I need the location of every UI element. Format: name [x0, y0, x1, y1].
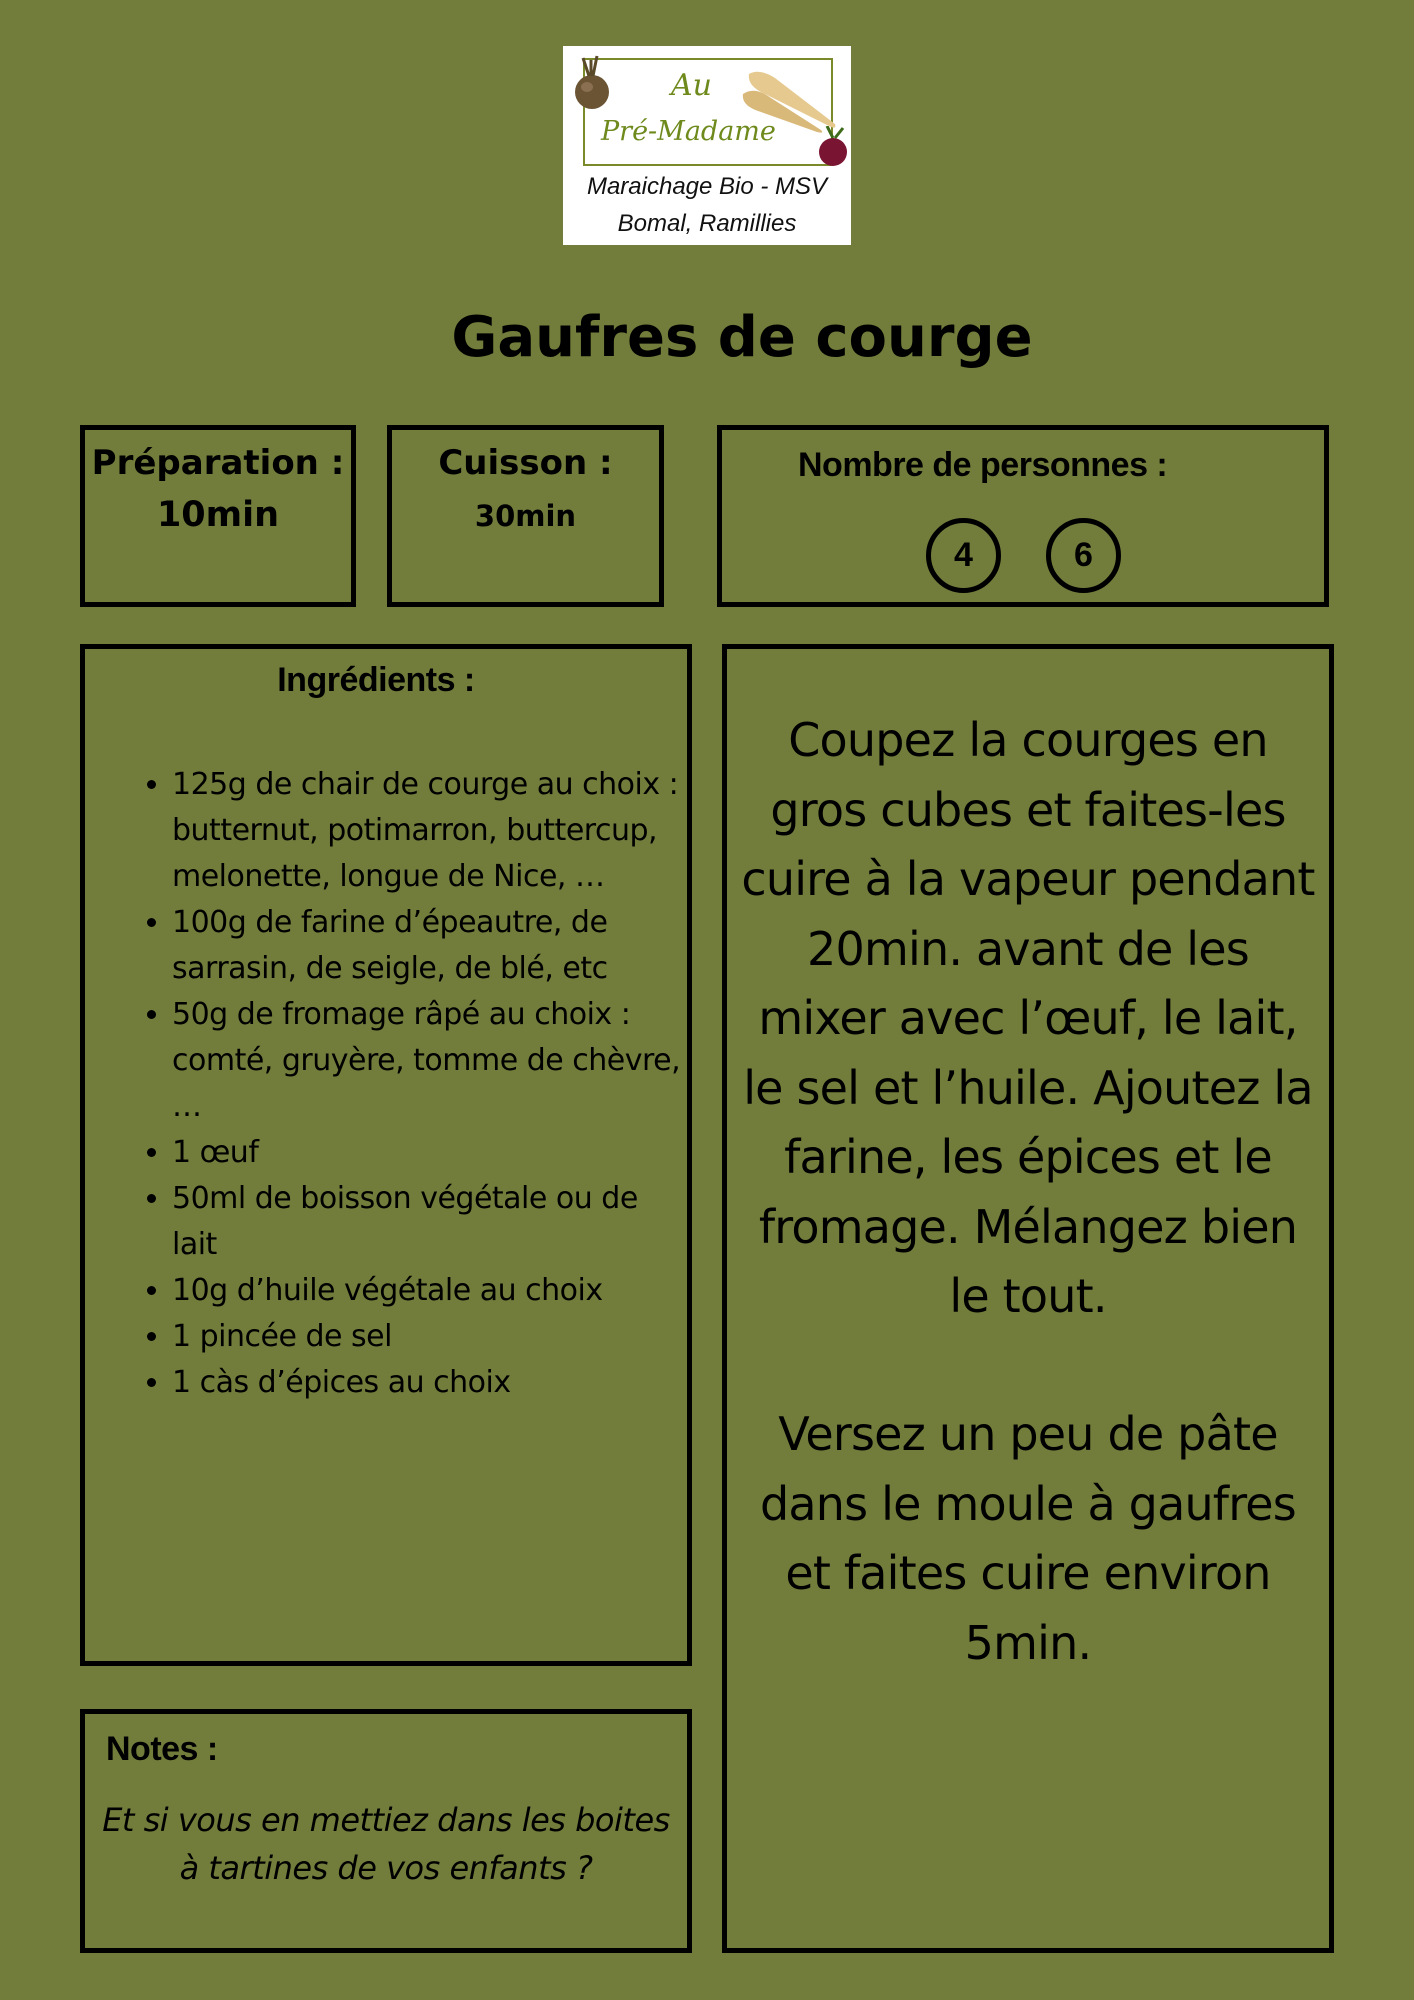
brand-logo	[563, 46, 851, 245]
ingredient-item: • 100g de farine d’épeautre, de sarrasin, de seigle, de blé, etc	[172, 900, 682, 992]
preparation-label: Préparation :	[91, 443, 345, 483]
logo-brand-top: Au	[671, 68, 712, 103]
ingredient-item: • 10g d’huile végétale au choix	[172, 1268, 682, 1314]
logo-subtitle	[563, 168, 851, 242]
preparation-box	[80, 425, 356, 607]
instructions-box	[722, 644, 1334, 1953]
notes-label: Notes :	[106, 1730, 218, 1768]
ingredient-item: • 125g de chair de courge au choix : butternut, potimarron, buttercup, melonette, longue de Nice, …	[172, 762, 682, 900]
ingredients-box	[80, 644, 692, 1666]
servings-label: Nombre de personnes :	[798, 446, 1168, 484]
cuisson-box	[387, 425, 664, 607]
servings-option-6[interactable]: 6	[1046, 518, 1121, 593]
cuisson-label: Cuisson :	[438, 443, 613, 483]
notes-box	[80, 1709, 692, 1953]
recipe-title: Gaufres de courge	[451, 305, 1033, 370]
cuisson-value: 30min	[474, 499, 577, 533]
ingredient-item: • 1 càs d’épices au choix	[172, 1360, 682, 1406]
ingredient-item: • 50ml de boisson végétale ou de lait	[172, 1176, 682, 1268]
logo-subtitle-line2: Bomal, Ramillies	[617, 210, 797, 237]
beet-icon	[813, 126, 851, 170]
logo-subtitle-line1: Maraichage Bio - MSV	[586, 173, 828, 200]
ingredients-label: Ingrédients :	[277, 661, 475, 699]
instruction-step-1: Coupez la courges en gros cubes et faites-les cuire à la vapeur pendant 20min. avant de les mixer avec l’œuf, le lait, le sel et l’huile. Ajoutez la farine, les épices et le fromage. Mélangez bien le tout.	[741, 713, 1315, 1323]
celeriac-icon	[569, 54, 615, 114]
ingredient-item: • 1 pincée de sel	[172, 1314, 682, 1360]
servings-option-4[interactable]: 4	[926, 518, 1001, 593]
servings-box	[717, 425, 1329, 607]
preparation-value: 10min	[156, 495, 280, 535]
ingredient-item: • 50g de fromage râpé au choix : comté, gruyère, tomme de chèvre, …	[172, 992, 682, 1130]
notes-text: Et si vous en mettiez dans les boites à tartines de vos enfants ?	[102, 1801, 670, 1887]
instruction-step-2: Versez un peu de pâte dans le moule à gaufres et faites cuire environ 5min.	[760, 1407, 1296, 1670]
ingredient-item: • 1 œuf	[172, 1130, 682, 1176]
ingredients-list	[137, 762, 682, 1406]
logo-brand-bottom: Pré-Madame	[601, 116, 776, 147]
